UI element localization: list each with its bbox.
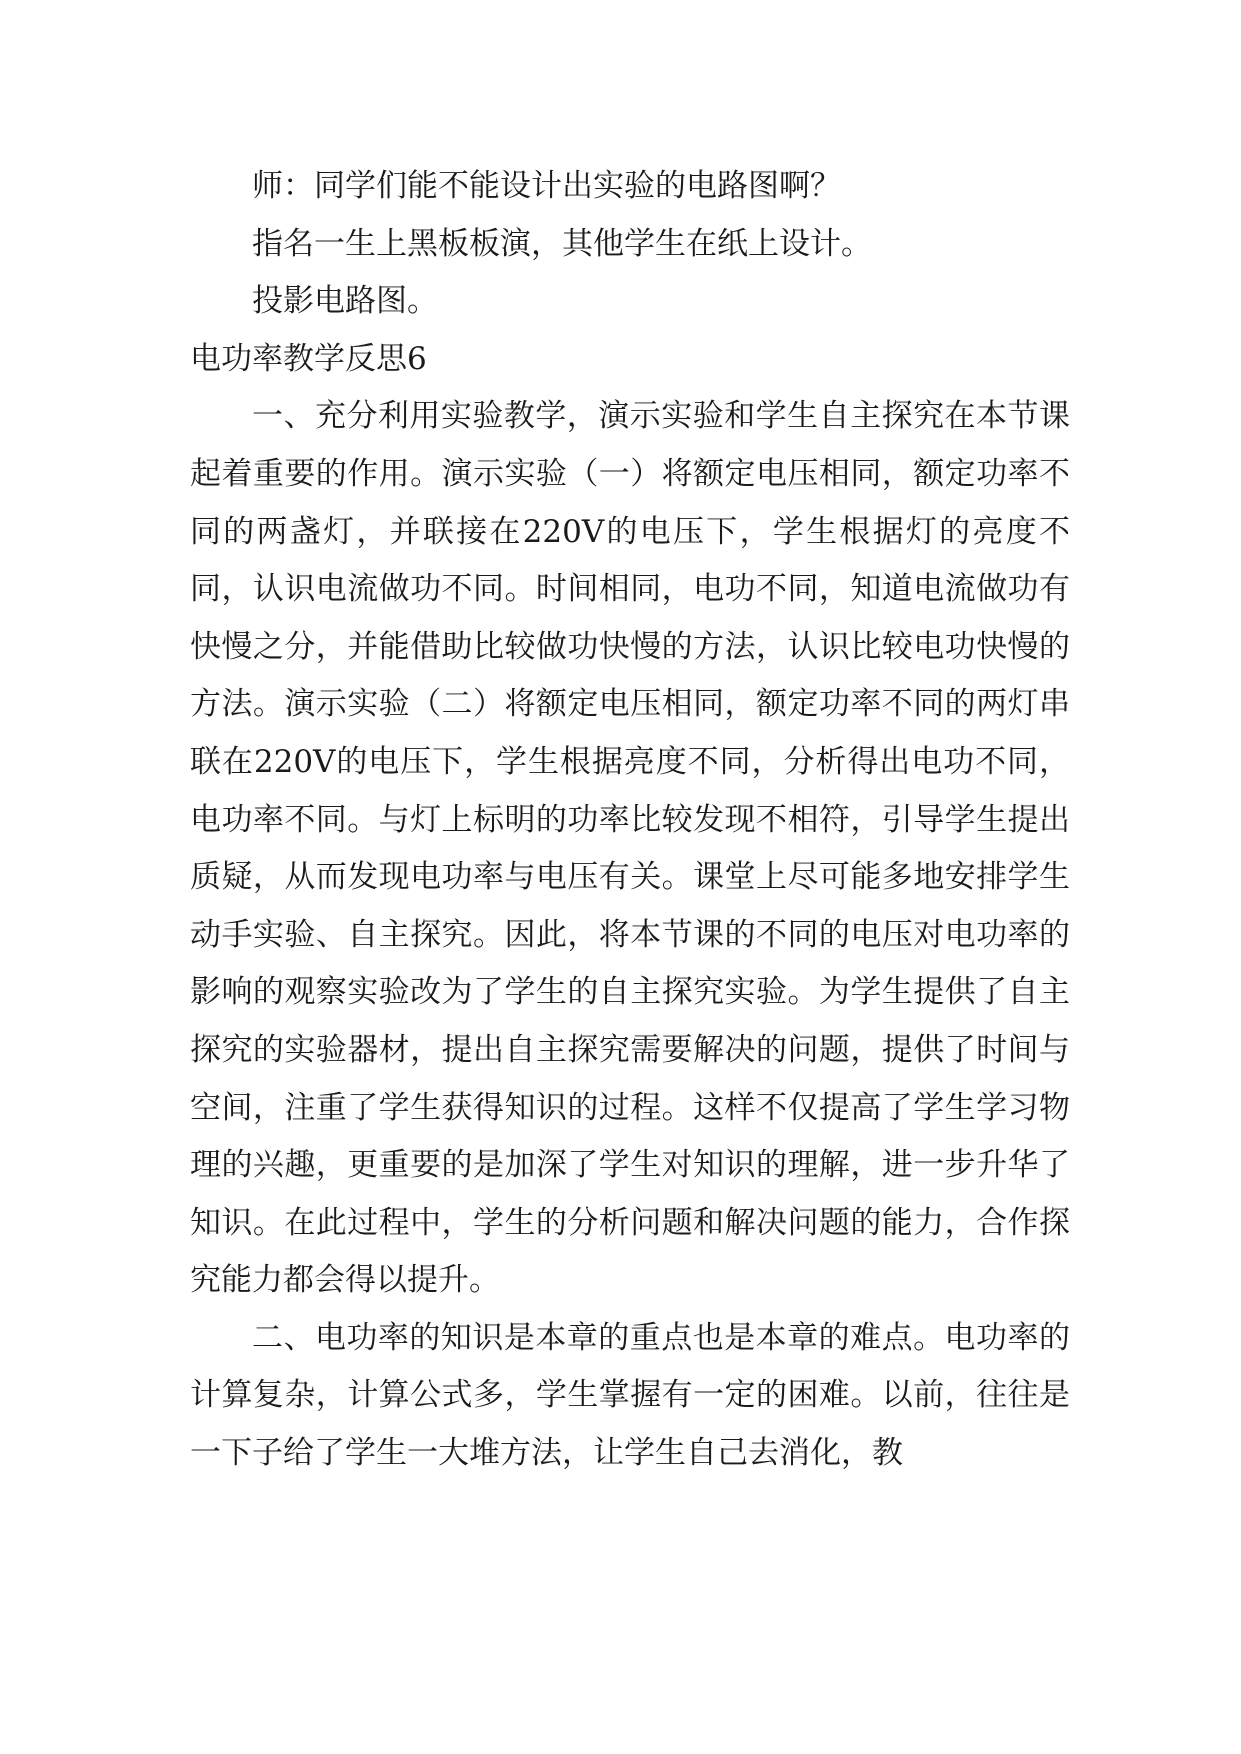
paragraph-2: 二、电功率的知识是本章的重点也是本章的难点。电功率的计算复杂，计算公式多，学生掌握有一定的困难。以前，往往是一下子给了学生一大堆方法，让学生自己去消化，教	[190, 1319, 1070, 1472]
section-heading: 电功率教学反思6	[190, 340, 427, 377]
instruction-line: 指名一生上黑板板演，其他学生在纸上设计。	[252, 225, 872, 262]
dialogue-line-teacher: 师：同学们能不能设计出实验的电路图啊？	[252, 168, 841, 204]
paragraph-1: 一、充分利用实验教学，演示实验和学生自主探究在本节课起着重要的作用。演示实验（一）将额定电压相同，额定功率不同的两盏灯，并联接在220V的电压下，学生根据灯的亮度不同，认识电流做功不同。时间相同，电功不同，知道电流做功有快慢之分，并能借助比较做功快慢的方法，认识比较电功快慢的方法。演示实验（二）将额定电压相同，额定功率不同的两灯串联在220V的电压下，学生根据亮度不同，分析得出电功不同，电功率不同。与灯上标明的功率比较发现不相符，引导学生提出质疑，从而发现电功率与电压有关。课堂上尽可能多地安排学生动手实验、自主探究。因此，将本节课的不同的电压对电功率的影响的观察实验改为了学生的自主探究实验。为学生提供了自主探究的实验器材，提出自主探究需要解决的问题，提供了时间与空间，注重了学生获得知识的过程。这样不仅提高了学生学习物理的兴趣，更重要的是加深了学生对知识的理解，进一步升华了知识。在此过程中，学生的分析问题和解决问题的能力，合作探究能力都会得以提升。	[190, 398, 1070, 1299]
projection-line: 投影电路图。	[252, 283, 438, 320]
document-body	[190, 158, 1070, 1483]
